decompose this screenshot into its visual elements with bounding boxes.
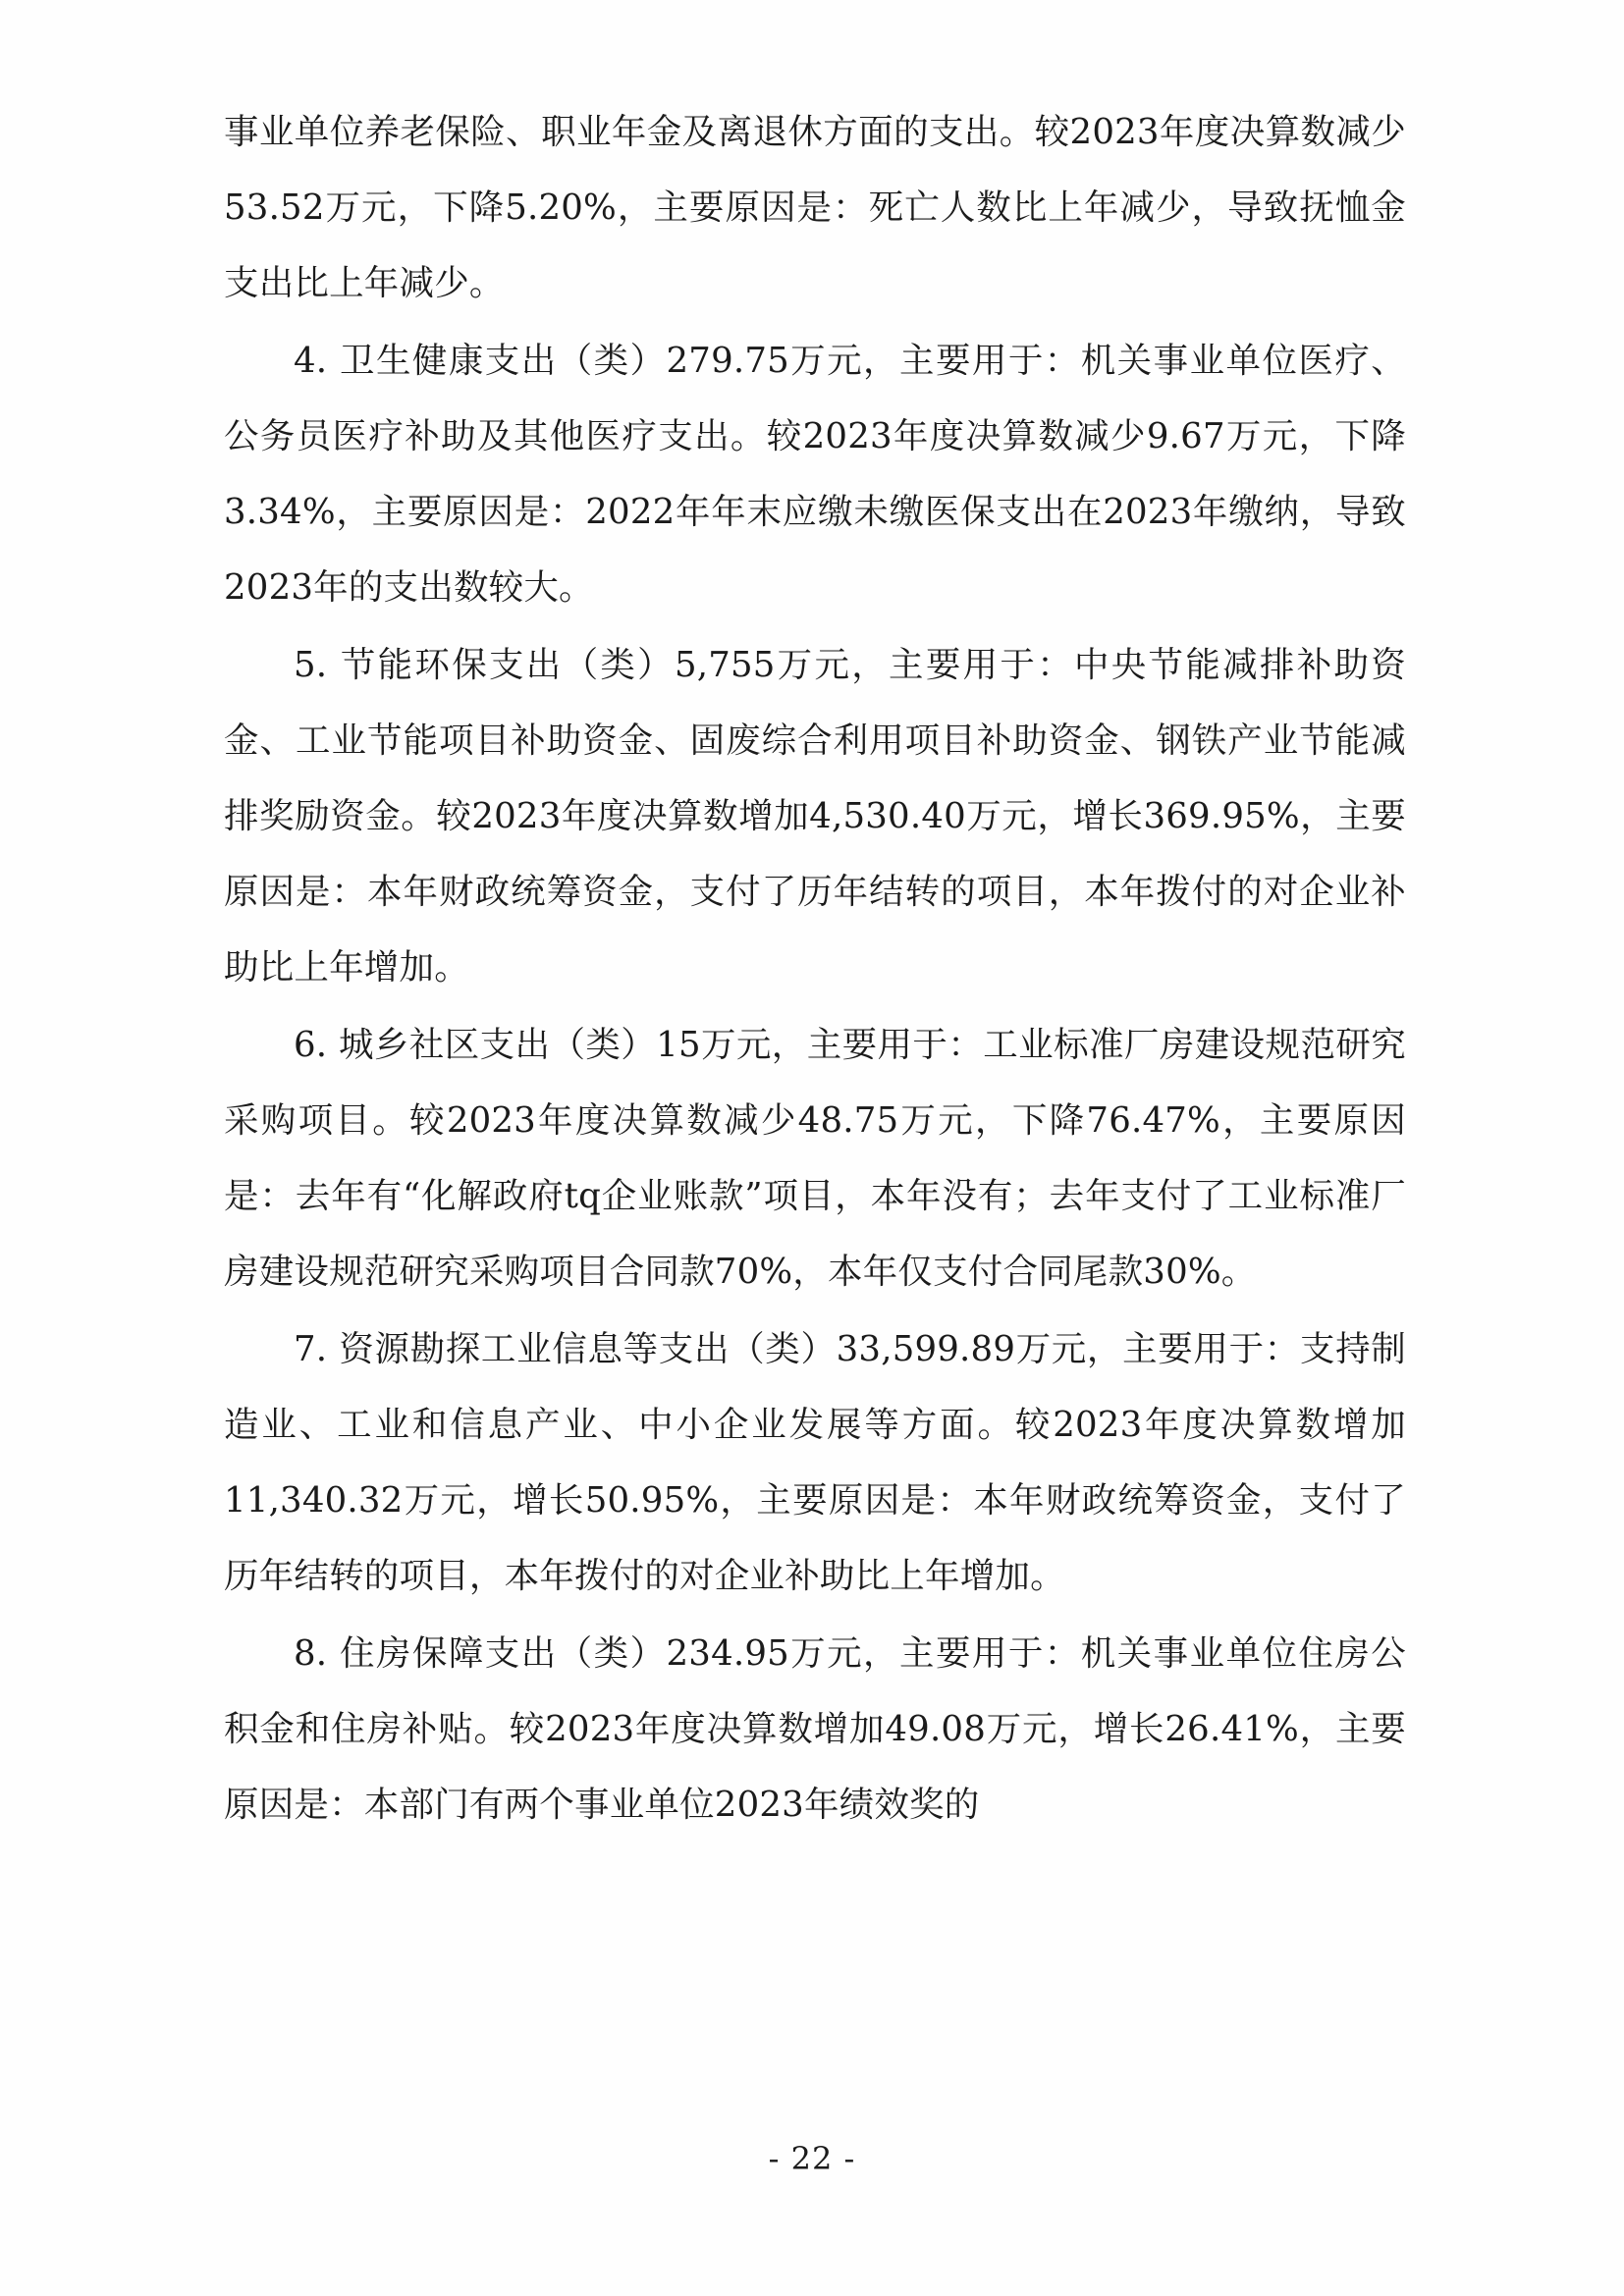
document-body	[224, 94, 1406, 1844]
paragraph-item-5-energy: 5. 节能环保支出（类）5,755万元，主要用于：中央节能减排补助资金、工业节能项目补助资金、固废综合利用项目补助资金、钢铁产业节能减排奖励资金。较2023年度决算数增加4,530.40万元，增长369.95%，主要原因是：本年财政统筹资金，支付了历年结转的项目，本年拨付的对企业补助比上年增加。	[224, 645, 1406, 988]
paragraph-continued-pension: 事业单位养老保险、职业年金及离退休方面的支出。较2023年度决算数减少53.52万元，下降5.20%，主要原因是：死亡人数比上年减少，导致抚恤金支出比上年减少。	[224, 112, 1406, 303]
paragraph-item-7-resources: 7. 资源勘探工业信息等支出（类）33,599.89万元，主要用于：支持制造业、工业和信息产业、中小企业发展等方面。较2023年度决算数增加11,340.32万元，增长50.95%，主要原因是：本年财政统筹资金，支付了历年结转的项目，本年拨付的对企业补助比上年增加。	[224, 1329, 1406, 1596]
paragraph-item-8-housing: 8. 住房保障支出（类）234.95万元，主要用于：机关事业单位住房公积金和住房补贴。较2023年度决算数增加49.08万元，增长26.41%，主要原因是：本部门有两个事业单位2023年绩效奖的	[224, 1633, 1406, 1825]
paragraph-item-6-community: 6. 城乡社区支出（类）15万元，主要用于：工业标准厂房建设规范研究采购项目。较2023年度决算数减少48.75万元，下降76.47%，主要原因是：去年有“化解政府tq企业账款”项目，本年没有；去年支付了工业标准厂房建设规范研究采购项目合同款70%，本年仅支付合同尾款30%。	[224, 1025, 1406, 1292]
page-number: - 22 -	[768, 2140, 856, 2177]
paragraph-item-4-health: 4. 卫生健康支出（类）279.75万元，主要用于：机关事业单位医疗、公务员医疗补助及其他医疗支出。较2023年度决算数减少9.67万元，下降3.34%，主要原因是：2022年年末应缴未缴医保支出在2023年缴纳，导致2023年的支出数较大。	[224, 341, 1406, 608]
